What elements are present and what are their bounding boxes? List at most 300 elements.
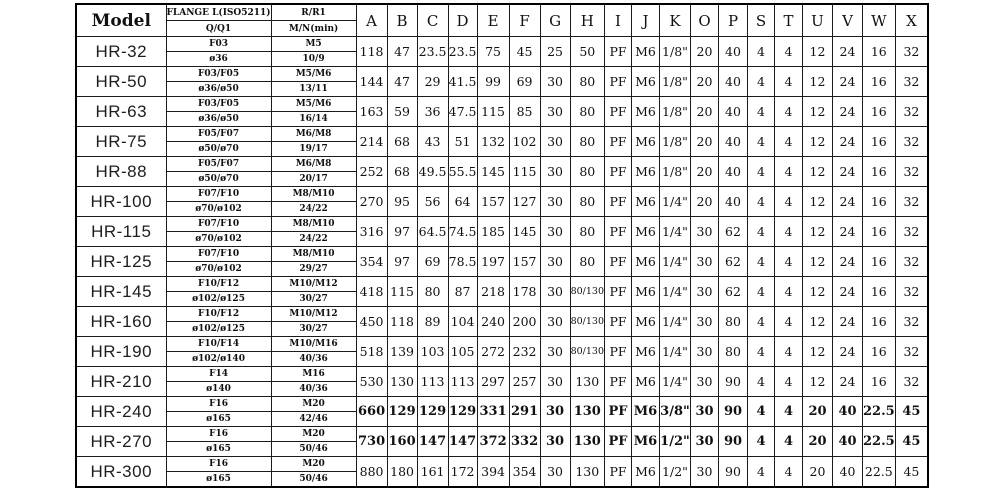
dim-value-cell-U: 12 bbox=[802, 97, 832, 127]
dim-value-cell-S: 4 bbox=[747, 127, 774, 157]
dim-value-cell-U: 20 bbox=[802, 457, 832, 488]
dim-value-cell-G: 30 bbox=[540, 157, 570, 187]
dim-value-cell-T: 4 bbox=[774, 277, 802, 307]
dim-value-cell-B: 68 bbox=[387, 127, 417, 157]
dim-value-cell-V: 40 bbox=[832, 397, 862, 427]
dim-value-cell-F: 257 bbox=[509, 367, 540, 397]
dim-value-cell-U: 20 bbox=[802, 397, 832, 427]
dim-value-cell-E: 197 bbox=[477, 247, 509, 277]
model-cell-HR-75: HR-75 bbox=[76, 127, 166, 157]
dim-value-cell-W: 16 bbox=[862, 37, 895, 67]
dim-column-header-B: B bbox=[387, 4, 417, 37]
q-diameter-cell: ø70/ø102 bbox=[166, 202, 271, 217]
mn-min-cell: 20/17 bbox=[271, 172, 356, 187]
dim-value-cell-P: 40 bbox=[718, 67, 747, 97]
dim-value-cell-A: 270 bbox=[356, 187, 387, 217]
dim-value-cell-O: 30 bbox=[690, 427, 718, 457]
dim-column-header-J: J bbox=[631, 4, 659, 37]
dim-value-cell-D: 41.5 bbox=[448, 67, 477, 97]
dim-value-cell-W: 16 bbox=[862, 307, 895, 337]
mn-min-cell: 29/27 bbox=[271, 262, 356, 277]
dim-value-cell-S: 4 bbox=[747, 397, 774, 427]
dim-value-cell-E: 372 bbox=[477, 427, 509, 457]
dim-value-cell-G: 30 bbox=[540, 367, 570, 397]
dim-value-cell-V: 24 bbox=[832, 157, 862, 187]
dim-value-cell-U: 12 bbox=[802, 367, 832, 397]
dim-value-cell-A: 144 bbox=[356, 67, 387, 97]
dim-value-cell-W: 16 bbox=[862, 67, 895, 97]
dim-value-cell-I: PF bbox=[604, 67, 631, 97]
model-cell-HR-300: HR-300 bbox=[76, 457, 166, 488]
dim-value-cell-U: 12 bbox=[802, 217, 832, 247]
dim-value-cell-S: 4 bbox=[747, 217, 774, 247]
dim-value-cell-B: 130 bbox=[387, 367, 417, 397]
dim-value-cell-C: 147 bbox=[417, 427, 448, 457]
dim-value-cell-X: 32 bbox=[895, 337, 928, 367]
dim-value-cell-J: M6 bbox=[631, 157, 659, 187]
dim-value-cell-X: 32 bbox=[895, 97, 928, 127]
flange-cell: F07/F10 bbox=[166, 247, 271, 262]
dim-value-cell-D: 55.5 bbox=[448, 157, 477, 187]
dim-value-cell-E: 75 bbox=[477, 37, 509, 67]
dim-value-cell-U: 12 bbox=[802, 157, 832, 187]
dim-value-cell-U: 12 bbox=[802, 67, 832, 97]
dim-value-cell-G: 30 bbox=[540, 457, 570, 488]
mn-min-cell: 30/27 bbox=[271, 292, 356, 307]
flange-cell: F10/F12 bbox=[166, 307, 271, 322]
dim-value-cell-I: PF bbox=[604, 217, 631, 247]
dim-value-cell-T: 4 bbox=[774, 127, 802, 157]
dim-value-cell-W: 16 bbox=[862, 187, 895, 217]
dim-value-cell-H: 80 bbox=[570, 127, 604, 157]
dim-value-cell-A: 214 bbox=[356, 127, 387, 157]
dim-value-cell-V: 24 bbox=[832, 307, 862, 337]
dim-value-cell-T: 4 bbox=[774, 67, 802, 97]
dim-value-cell-H: 130 bbox=[570, 427, 604, 457]
dim-value-cell-S: 4 bbox=[747, 337, 774, 367]
q-diameter-cell: ø102/ø125 bbox=[166, 292, 271, 307]
model-cell-HR-100: HR-100 bbox=[76, 187, 166, 217]
dim-value-cell-J: M6 bbox=[631, 337, 659, 367]
flange-cell: F14 bbox=[166, 367, 271, 382]
dim-column-header-K: K bbox=[659, 4, 690, 37]
dim-value-cell-E: 394 bbox=[477, 457, 509, 488]
dim-value-cell-I: PF bbox=[604, 337, 631, 367]
dim-value-cell-I: PF bbox=[604, 277, 631, 307]
flange-cell: F03 bbox=[166, 37, 271, 52]
dim-value-cell-D: 113 bbox=[448, 367, 477, 397]
r-column-header: R/R1 bbox=[271, 4, 356, 21]
dim-value-cell-J: M6 bbox=[631, 277, 659, 307]
dim-value-cell-X: 32 bbox=[895, 277, 928, 307]
flange-column-header: FLANGE L(ISO5211) bbox=[166, 4, 271, 21]
dim-value-cell-B: 47 bbox=[387, 67, 417, 97]
dim-value-cell-T: 4 bbox=[774, 337, 802, 367]
dim-value-cell-B: 68 bbox=[387, 157, 417, 187]
mn-min-cell: 10/9 bbox=[271, 52, 356, 67]
mn-min-cell: 19/17 bbox=[271, 142, 356, 157]
model-cell-HR-115: HR-115 bbox=[76, 217, 166, 247]
dim-value-cell-C: 161 bbox=[417, 457, 448, 488]
dim-value-cell-K: 1/4" bbox=[659, 217, 690, 247]
dim-value-cell-B: 97 bbox=[387, 247, 417, 277]
dim-value-cell-K: 1/2" bbox=[659, 457, 690, 488]
dim-value-cell-B: 139 bbox=[387, 337, 417, 367]
dim-value-cell-W: 22.5 bbox=[862, 457, 895, 488]
dim-value-cell-G: 30 bbox=[540, 67, 570, 97]
thread-cell: M20 bbox=[271, 427, 356, 442]
dim-column-header-O: O bbox=[690, 4, 718, 37]
dim-value-cell-O: 30 bbox=[690, 307, 718, 337]
dim-value-cell-B: 129 bbox=[387, 397, 417, 427]
dim-column-header-H: H bbox=[570, 4, 604, 37]
dim-value-cell-W: 16 bbox=[862, 157, 895, 187]
dim-value-cell-V: 24 bbox=[832, 37, 862, 67]
dim-value-cell-K: 1/8" bbox=[659, 67, 690, 97]
dim-value-cell-A: 316 bbox=[356, 217, 387, 247]
mn-min-cell: 40/36 bbox=[271, 382, 356, 397]
model-cell-HR-32: HR-32 bbox=[76, 37, 166, 67]
dim-value-cell-A: 354 bbox=[356, 247, 387, 277]
dim-value-cell-V: 24 bbox=[832, 247, 862, 277]
flange-cell: F07/F10 bbox=[166, 187, 271, 202]
flange-cell: F10/F12 bbox=[166, 277, 271, 292]
dim-value-cell-O: 30 bbox=[690, 397, 718, 427]
dim-value-cell-E: 145 bbox=[477, 157, 509, 187]
dim-value-cell-I: PF bbox=[604, 367, 631, 397]
dim-value-cell-J: M6 bbox=[631, 247, 659, 277]
model-cell-HR-125: HR-125 bbox=[76, 247, 166, 277]
thread-cell: M16 bbox=[271, 367, 356, 382]
dim-value-cell-D: 172 bbox=[448, 457, 477, 488]
dim-value-cell-H: 80/130 bbox=[570, 277, 604, 307]
flange-cell: F03/F05 bbox=[166, 97, 271, 112]
dim-value-cell-I: PF bbox=[604, 307, 631, 337]
dim-value-cell-V: 40 bbox=[832, 457, 862, 488]
dim-value-cell-S: 4 bbox=[747, 157, 774, 187]
mn-min-cell: 50/46 bbox=[271, 472, 356, 488]
dim-value-cell-D: 47.5 bbox=[448, 97, 477, 127]
dim-value-cell-U: 12 bbox=[802, 247, 832, 277]
dim-value-cell-F: 85 bbox=[509, 97, 540, 127]
dim-column-header-I: I bbox=[604, 4, 631, 37]
dim-value-cell-D: 87 bbox=[448, 277, 477, 307]
dim-column-header-P: P bbox=[718, 4, 747, 37]
dim-value-cell-B: 160 bbox=[387, 427, 417, 457]
flange-cell: F07/F10 bbox=[166, 217, 271, 232]
dim-value-cell-E: 331 bbox=[477, 397, 509, 427]
dim-value-cell-V: 24 bbox=[832, 67, 862, 97]
dim-value-cell-J: M6 bbox=[631, 307, 659, 337]
dim-value-cell-S: 4 bbox=[747, 367, 774, 397]
dim-value-cell-T: 4 bbox=[774, 157, 802, 187]
flange-cell: F16 bbox=[166, 397, 271, 412]
dim-value-cell-O: 20 bbox=[690, 37, 718, 67]
dim-value-cell-B: 97 bbox=[387, 217, 417, 247]
thread-cell: M10/M12 bbox=[271, 277, 356, 292]
dim-value-cell-C: 80 bbox=[417, 277, 448, 307]
dim-value-cell-O: 20 bbox=[690, 187, 718, 217]
q-column-header: Q/Q1 bbox=[166, 21, 271, 37]
dim-value-cell-D: 23.5 bbox=[448, 37, 477, 67]
mn-column-header: M/N(min) bbox=[271, 21, 356, 37]
dim-value-cell-E: 185 bbox=[477, 217, 509, 247]
dim-value-cell-W: 16 bbox=[862, 97, 895, 127]
model-cell-HR-160: HR-160 bbox=[76, 307, 166, 337]
q-diameter-cell: ø70/ø102 bbox=[166, 232, 271, 247]
actuator-spec-table bbox=[75, 3, 929, 488]
dim-value-cell-A: 118 bbox=[356, 37, 387, 67]
dim-value-cell-K: 1/4" bbox=[659, 307, 690, 337]
dim-value-cell-V: 24 bbox=[832, 127, 862, 157]
dim-value-cell-E: 297 bbox=[477, 367, 509, 397]
dim-value-cell-D: 105 bbox=[448, 337, 477, 367]
dim-value-cell-D: 129 bbox=[448, 397, 477, 427]
thread-cell: M8/M10 bbox=[271, 187, 356, 202]
dim-value-cell-P: 80 bbox=[718, 307, 747, 337]
dim-value-cell-K: 1/8" bbox=[659, 97, 690, 127]
thread-cell: M20 bbox=[271, 397, 356, 412]
dim-value-cell-F: 332 bbox=[509, 427, 540, 457]
dim-value-cell-C: 89 bbox=[417, 307, 448, 337]
dim-value-cell-J: M6 bbox=[631, 367, 659, 397]
dim-value-cell-H: 80/130 bbox=[570, 337, 604, 367]
dim-value-cell-A: 418 bbox=[356, 277, 387, 307]
dim-value-cell-H: 130 bbox=[570, 397, 604, 427]
dim-value-cell-H: 130 bbox=[570, 457, 604, 488]
dim-column-header-A: A bbox=[356, 4, 387, 37]
q-diameter-cell: ø165 bbox=[166, 472, 271, 488]
dim-value-cell-E: 99 bbox=[477, 67, 509, 97]
dim-value-cell-A: 880 bbox=[356, 457, 387, 488]
dim-value-cell-X: 45 bbox=[895, 427, 928, 457]
dim-value-cell-H: 80 bbox=[570, 97, 604, 127]
dim-value-cell-J: M6 bbox=[631, 187, 659, 217]
dim-value-cell-E: 157 bbox=[477, 187, 509, 217]
dim-value-cell-O: 20 bbox=[690, 127, 718, 157]
dim-value-cell-H: 80 bbox=[570, 187, 604, 217]
dim-value-cell-S: 4 bbox=[747, 307, 774, 337]
dim-value-cell-P: 40 bbox=[718, 37, 747, 67]
dim-value-cell-S: 4 bbox=[747, 37, 774, 67]
dim-value-cell-O: 30 bbox=[690, 367, 718, 397]
q-diameter-cell: ø70/ø102 bbox=[166, 262, 271, 277]
dim-value-cell-O: 20 bbox=[690, 157, 718, 187]
dim-value-cell-G: 30 bbox=[540, 337, 570, 367]
dim-value-cell-X: 32 bbox=[895, 247, 928, 277]
dim-value-cell-X: 32 bbox=[895, 157, 928, 187]
dim-value-cell-F: 291 bbox=[509, 397, 540, 427]
dim-column-header-S: S bbox=[747, 4, 774, 37]
dim-value-cell-A: 163 bbox=[356, 97, 387, 127]
flange-cell: F05/F07 bbox=[166, 157, 271, 172]
dim-value-cell-H: 80 bbox=[570, 217, 604, 247]
dim-value-cell-P: 62 bbox=[718, 217, 747, 247]
dim-value-cell-S: 4 bbox=[747, 247, 774, 277]
dim-value-cell-V: 24 bbox=[832, 337, 862, 367]
dim-value-cell-T: 4 bbox=[774, 187, 802, 217]
dim-value-cell-P: 40 bbox=[718, 157, 747, 187]
model-cell-HR-240: HR-240 bbox=[76, 397, 166, 427]
thread-cell: M10/M16 bbox=[271, 337, 356, 352]
mn-min-cell: 50/46 bbox=[271, 442, 356, 457]
dim-value-cell-I: PF bbox=[604, 397, 631, 427]
dim-value-cell-A: 450 bbox=[356, 307, 387, 337]
dim-value-cell-I: PF bbox=[604, 157, 631, 187]
model-cell-HR-190: HR-190 bbox=[76, 337, 166, 367]
dim-value-cell-A: 518 bbox=[356, 337, 387, 367]
dim-value-cell-I: PF bbox=[604, 457, 631, 488]
dim-value-cell-I: PF bbox=[604, 127, 631, 157]
thread-cell: M6/M8 bbox=[271, 127, 356, 142]
dim-value-cell-K: 1/8" bbox=[659, 127, 690, 157]
dim-column-header-G: G bbox=[540, 4, 570, 37]
dim-value-cell-G: 30 bbox=[540, 427, 570, 457]
dim-value-cell-K: 3/8" bbox=[659, 397, 690, 427]
dim-value-cell-C: 129 bbox=[417, 397, 448, 427]
dim-value-cell-I: PF bbox=[604, 97, 631, 127]
dim-value-cell-P: 40 bbox=[718, 127, 747, 157]
dim-value-cell-H: 80 bbox=[570, 157, 604, 187]
dim-value-cell-P: 90 bbox=[718, 367, 747, 397]
mn-min-cell: 24/22 bbox=[271, 202, 356, 217]
dim-value-cell-V: 24 bbox=[832, 187, 862, 217]
dim-value-cell-J: M6 bbox=[631, 427, 659, 457]
dim-value-cell-U: 12 bbox=[802, 337, 832, 367]
model-cell-HR-63: HR-63 bbox=[76, 97, 166, 127]
dim-value-cell-C: 43 bbox=[417, 127, 448, 157]
dim-value-cell-F: 127 bbox=[509, 187, 540, 217]
dim-value-cell-E: 115 bbox=[477, 97, 509, 127]
q-diameter-cell: ø36/ø50 bbox=[166, 112, 271, 127]
mn-min-cell: 42/46 bbox=[271, 412, 356, 427]
dim-value-cell-F: 157 bbox=[509, 247, 540, 277]
dim-value-cell-B: 118 bbox=[387, 307, 417, 337]
dim-value-cell-C: 56 bbox=[417, 187, 448, 217]
dim-value-cell-A: 252 bbox=[356, 157, 387, 187]
flange-cell: F16 bbox=[166, 427, 271, 442]
dim-value-cell-X: 32 bbox=[895, 67, 928, 97]
dim-value-cell-P: 90 bbox=[718, 427, 747, 457]
dim-value-cell-C: 23.5 bbox=[417, 37, 448, 67]
dim-value-cell-P: 40 bbox=[718, 187, 747, 217]
dim-value-cell-T: 4 bbox=[774, 457, 802, 488]
q-diameter-cell: ø50/ø70 bbox=[166, 172, 271, 187]
dim-value-cell-J: M6 bbox=[631, 37, 659, 67]
model-cell-HR-50: HR-50 bbox=[76, 67, 166, 97]
dim-value-cell-V: 24 bbox=[832, 97, 862, 127]
dim-value-cell-C: 29 bbox=[417, 67, 448, 97]
dim-value-cell-W: 22.5 bbox=[862, 397, 895, 427]
q-diameter-cell: ø165 bbox=[166, 412, 271, 427]
dim-value-cell-F: 102 bbox=[509, 127, 540, 157]
dim-value-cell-C: 64.5 bbox=[417, 217, 448, 247]
dim-value-cell-O: 20 bbox=[690, 97, 718, 127]
dim-column-header-U: U bbox=[802, 4, 832, 37]
dim-value-cell-B: 95 bbox=[387, 187, 417, 217]
q-diameter-cell: ø165 bbox=[166, 442, 271, 457]
flange-cell: F16 bbox=[166, 457, 271, 472]
dim-value-cell-X: 32 bbox=[895, 127, 928, 157]
dim-value-cell-G: 25 bbox=[540, 37, 570, 67]
q-diameter-cell: ø102/ø140 bbox=[166, 352, 271, 367]
dim-value-cell-D: 104 bbox=[448, 307, 477, 337]
dim-value-cell-O: 30 bbox=[690, 247, 718, 277]
dim-value-cell-K: 1/8" bbox=[659, 37, 690, 67]
q-diameter-cell: ø102/ø125 bbox=[166, 322, 271, 337]
dim-value-cell-E: 272 bbox=[477, 337, 509, 367]
dim-column-header-E: E bbox=[477, 4, 509, 37]
dim-value-cell-W: 16 bbox=[862, 247, 895, 277]
dim-value-cell-D: 78.5 bbox=[448, 247, 477, 277]
dim-value-cell-K: 1/2" bbox=[659, 427, 690, 457]
dim-column-header-C: C bbox=[417, 4, 448, 37]
model-cell-HR-210: HR-210 bbox=[76, 367, 166, 397]
dim-value-cell-G: 30 bbox=[540, 307, 570, 337]
dim-value-cell-U: 12 bbox=[802, 127, 832, 157]
dim-value-cell-T: 4 bbox=[774, 427, 802, 457]
dim-value-cell-W: 16 bbox=[862, 277, 895, 307]
dim-value-cell-B: 180 bbox=[387, 457, 417, 488]
q-diameter-cell: ø140 bbox=[166, 382, 271, 397]
dim-value-cell-G: 30 bbox=[540, 187, 570, 217]
dim-column-header-F: F bbox=[509, 4, 540, 37]
thread-cell: M6/M8 bbox=[271, 157, 356, 172]
dim-value-cell-U: 12 bbox=[802, 307, 832, 337]
dim-value-cell-S: 4 bbox=[747, 97, 774, 127]
dim-value-cell-B: 115 bbox=[387, 277, 417, 307]
dim-value-cell-E: 218 bbox=[477, 277, 509, 307]
dim-value-cell-K: 1/4" bbox=[659, 337, 690, 367]
thread-cell: M8/M10 bbox=[271, 247, 356, 262]
dim-value-cell-F: 354 bbox=[509, 457, 540, 488]
dim-value-cell-V: 24 bbox=[832, 277, 862, 307]
dim-value-cell-P: 62 bbox=[718, 247, 747, 277]
mn-min-cell: 13/11 bbox=[271, 82, 356, 97]
thread-cell: M10/M12 bbox=[271, 307, 356, 322]
thread-cell: M5 bbox=[271, 37, 356, 52]
dim-value-cell-U: 12 bbox=[802, 277, 832, 307]
dim-column-header-W: W bbox=[862, 4, 895, 37]
dim-value-cell-F: 45 bbox=[509, 37, 540, 67]
dim-value-cell-W: 22.5 bbox=[862, 427, 895, 457]
dim-value-cell-D: 74.5 bbox=[448, 217, 477, 247]
dim-value-cell-E: 132 bbox=[477, 127, 509, 157]
dim-value-cell-X: 32 bbox=[895, 367, 928, 397]
dim-value-cell-H: 80/130 bbox=[570, 307, 604, 337]
dim-value-cell-C: 103 bbox=[417, 337, 448, 367]
dim-value-cell-F: 232 bbox=[509, 337, 540, 367]
dim-value-cell-T: 4 bbox=[774, 367, 802, 397]
dim-value-cell-F: 200 bbox=[509, 307, 540, 337]
dim-value-cell-I: PF bbox=[604, 427, 631, 457]
dim-value-cell-E: 240 bbox=[477, 307, 509, 337]
dim-column-header-T: T bbox=[774, 4, 802, 37]
dim-value-cell-C: 36 bbox=[417, 97, 448, 127]
dim-value-cell-W: 16 bbox=[862, 367, 895, 397]
dim-value-cell-P: 40 bbox=[718, 97, 747, 127]
thread-cell: M5/M6 bbox=[271, 97, 356, 112]
dim-value-cell-T: 4 bbox=[774, 307, 802, 337]
dim-value-cell-F: 115 bbox=[509, 157, 540, 187]
dim-value-cell-G: 30 bbox=[540, 97, 570, 127]
dim-column-header-D: D bbox=[448, 4, 477, 37]
dim-value-cell-T: 4 bbox=[774, 217, 802, 247]
mn-min-cell: 16/14 bbox=[271, 112, 356, 127]
dim-value-cell-A: 730 bbox=[356, 427, 387, 457]
dim-value-cell-T: 4 bbox=[774, 247, 802, 277]
dim-value-cell-B: 59 bbox=[387, 97, 417, 127]
